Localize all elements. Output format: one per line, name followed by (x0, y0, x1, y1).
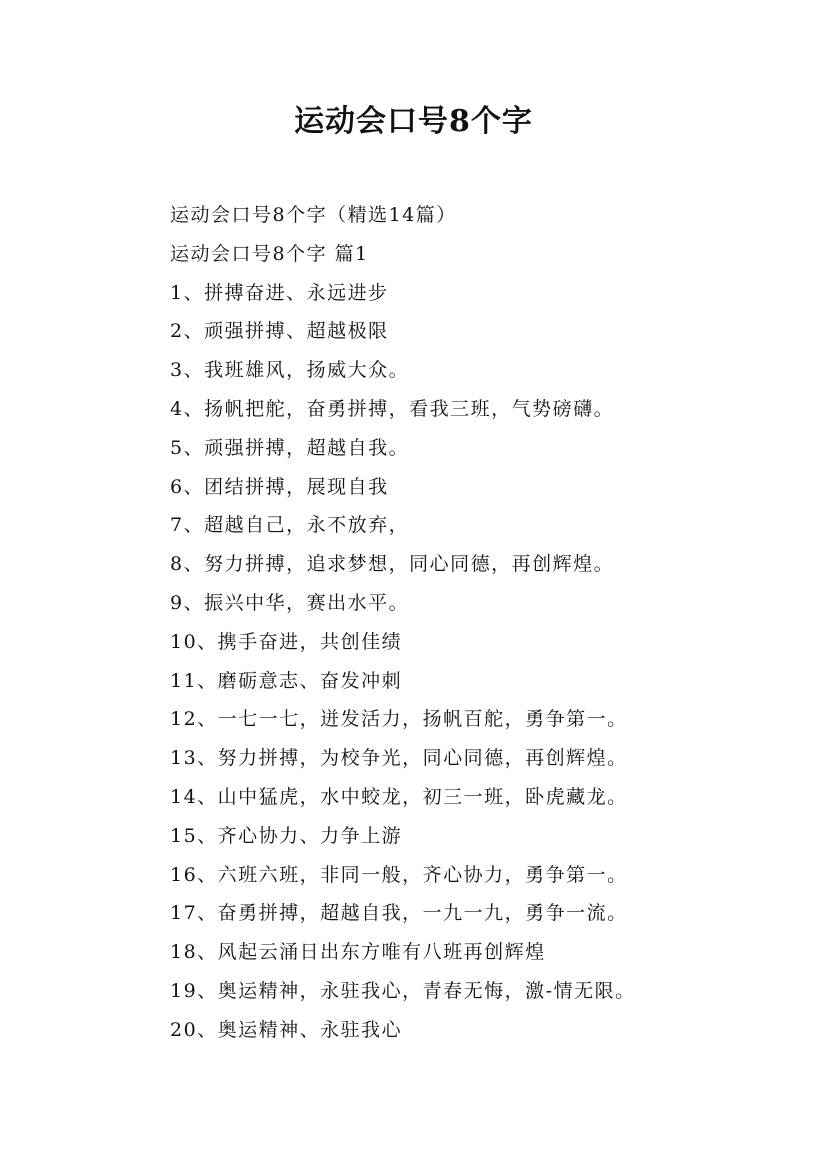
list-item: 11、磨砺意志、奋发冲刺 (170, 669, 403, 692)
list-item: 18、风起云涌日出东方唯有八班再创辉煌 (170, 941, 546, 964)
list-item: 13、努力拼搏，为校争光，同心同德，再创辉煌。 (170, 747, 628, 770)
list-item: 8、努力拼搏，追求梦想，同心同德，再创辉煌。 (170, 553, 615, 576)
list-item: 7、超越自己，永不放弃， (170, 514, 410, 537)
list-item: 20、奥运精神、永驻我心 (170, 1018, 403, 1041)
document-subtitle: 运动会口号8个字（精选14篇） (170, 204, 457, 226)
list-item: 19、奥运精神，永驻我心，青春无悔，激-情无限。 (170, 979, 636, 1002)
section-heading: 运动会口号8个字 篇1 (170, 242, 369, 265)
document-title: 运动会口号8个字 (294, 104, 533, 139)
list-item: 9、振兴中华，赛出水平。 (170, 591, 410, 614)
list-item: 1、拼搏奋进、永远进步 (170, 281, 389, 304)
document-body (170, 196, 770, 1050)
list-item: 12、一七一七，迸发活力，扬帆百舵，勇争第一。 (170, 708, 628, 731)
list-item: 17、奋勇拼搏，超越自我，一九一九，勇争一流。 (170, 902, 628, 925)
list-item: 4、扬帆把舵，奋勇拼搏，看我三班，气势磅礴。 (170, 397, 615, 420)
list-item: 15、齐心协力、力争上游 (170, 824, 403, 847)
list-item: 6、团结拼搏，展现自我 (170, 475, 389, 498)
list-item: 5、顽强拼搏，超越自我。 (170, 436, 410, 459)
list-item: 14、山中猛虎，水中蛟龙，初三一班，卧虎藏龙。 (170, 785, 628, 808)
list-item: 10、携手奋进，共创佳绩 (170, 630, 403, 653)
list-item: 2、顽强拼搏、超越极限 (170, 320, 389, 343)
list-item: 3、我班雄风，扬威大众。 (170, 359, 410, 382)
list-item: 16、六班六班，非同一般，齐心协力，勇争第一。 (170, 863, 628, 886)
